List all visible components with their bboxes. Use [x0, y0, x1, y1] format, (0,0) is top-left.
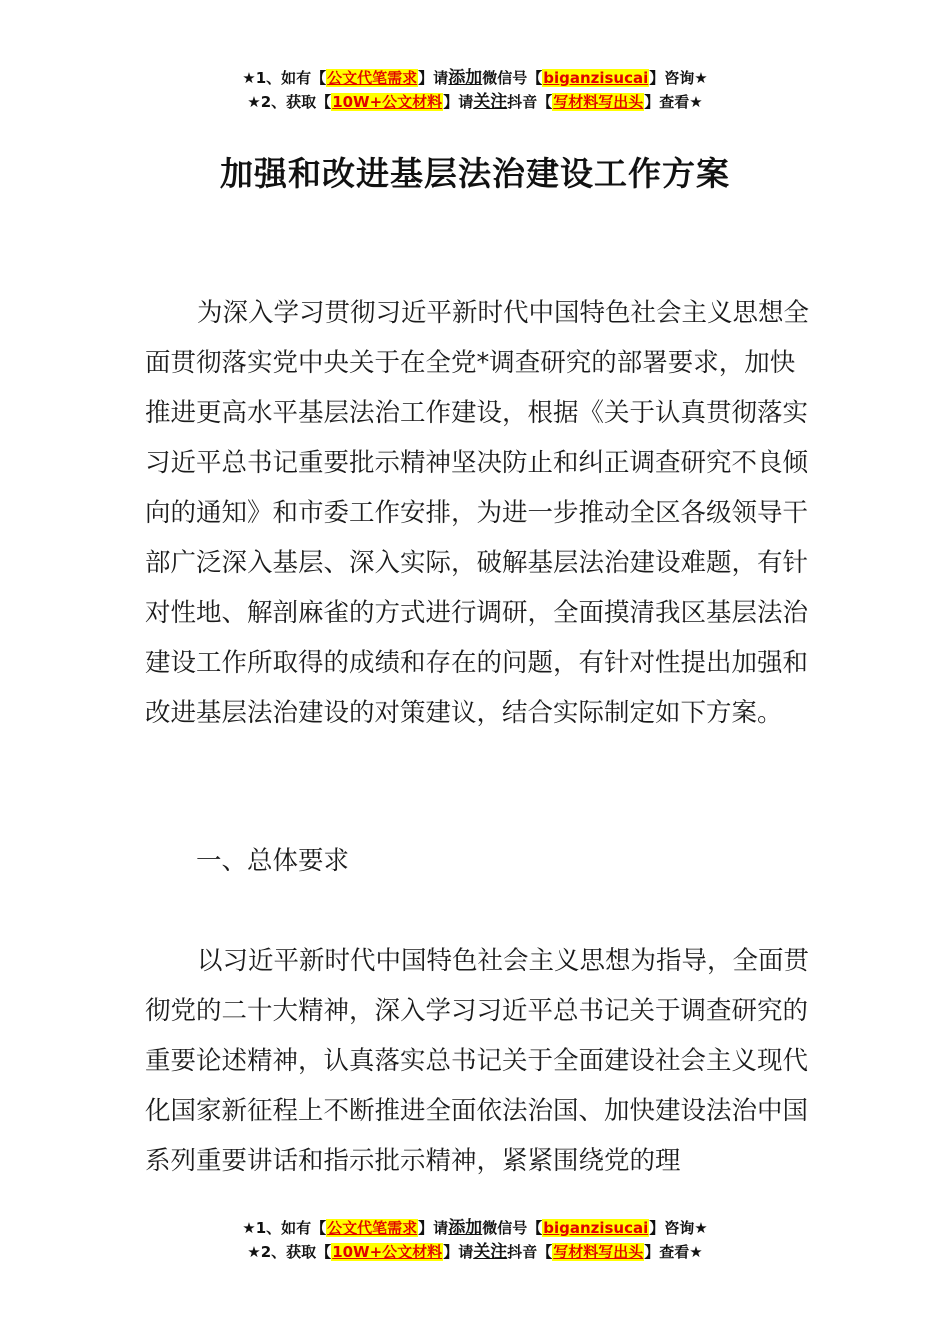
footer-line-1-add: 添加: [448, 1218, 483, 1238]
section-heading-general-requirements: 一、总体要求: [196, 846, 350, 876]
body-paragraph-guiding-thought: 以习近平新时代中国特色社会主义思想为指导，全面贯彻党的二十大精神，深入学习习近平总书记关于调查研究的重要论述精神，认真落实总书记关于全面建设社会主义现代化国家新征程上不断推进全面依法治国、加快建设法治中国系列重要讲话和指示批示精神，紧紧围绕党的理: [145, 946, 810, 1176]
banner-line-2-mid: 】请: [443, 93, 474, 111]
banner-line-2-follow: 关注: [473, 92, 508, 112]
footer-line-2-mid: 】请: [443, 1243, 474, 1261]
header-banner: [0, 66, 950, 114]
banner-highlight-wechat: biganzisucai: [543, 69, 649, 87]
footer-line-1-suffix: 】咨询★: [649, 1219, 708, 1237]
banner-highlight-service: 公文代笔需求: [327, 69, 418, 87]
footer-line-2-mid2: 抖音【: [507, 1243, 553, 1261]
footer-highlight-douyin: 写材料写出头: [553, 1243, 644, 1261]
banner-line-1-add: 添加: [448, 68, 483, 88]
banner-highlight-materials: 10W+公文材料: [332, 93, 443, 111]
footer-highlight-service: 公文代笔需求: [327, 1219, 418, 1237]
body-paragraph-intro: 为深入学习贯彻习近平新时代中国特色社会主义思想全面贯彻落实党中央关于在全党*调查研究的部署要求，加快推进更高水平基层法治工作建设，根据《关于认真贯彻落实习近平总书记重要批示精神坚决防止和纠正调查研究不良倾向的通知》和市委工作安排，为进一步推动全区各级领导干部广泛深入基层、深入实际，破解基层法治建设难题，有针对性地、解剖麻雀的方式进行调研，全面摸清我区基层法治建设工作所取得的成绩和存在的问题，有针对性提出加强和改进基层法治建设的对策建议，结合实际制定如下方案。: [145, 298, 810, 728]
banner-line-2-suffix: 】查看★: [644, 93, 703, 111]
footer-line-2-prefix: ★2、获取【: [247, 1243, 332, 1261]
footer-line-2-follow: 关注: [473, 1242, 508, 1262]
footer-highlight-wechat: biganzisucai: [543, 1219, 649, 1237]
banner-line-2-prefix: ★2、获取【: [247, 93, 332, 111]
banner-highlight-douyin: 写材料写出头: [553, 93, 644, 111]
banner-line-2: [0, 90, 950, 114]
footer-banner-line-1: [0, 1216, 950, 1240]
banner-line-1-prefix: ★1、如有【: [242, 69, 327, 87]
footer-line-1-mid2: 微信号【: [482, 1219, 543, 1237]
banner-line-2-mid2: 抖音【: [507, 93, 553, 111]
banner-line-1-mid2: 微信号【: [482, 69, 543, 87]
footer-banner-line-2: [0, 1240, 950, 1264]
footer-highlight-materials: 10W+公文材料: [332, 1243, 443, 1261]
banner-line-1-mid: 】请: [418, 69, 449, 87]
banner-line-1: [0, 66, 950, 90]
banner-line-1-suffix: 】咨询★: [649, 69, 708, 87]
footer-line-1-mid: 】请: [418, 1219, 449, 1237]
footer-banner: [0, 1216, 950, 1264]
footer-line-2-suffix: 】查看★: [644, 1243, 703, 1261]
document-title: 加强和改进基层法治建设工作方案: [220, 154, 730, 193]
footer-line-1-prefix: ★1、如有【: [242, 1219, 327, 1237]
